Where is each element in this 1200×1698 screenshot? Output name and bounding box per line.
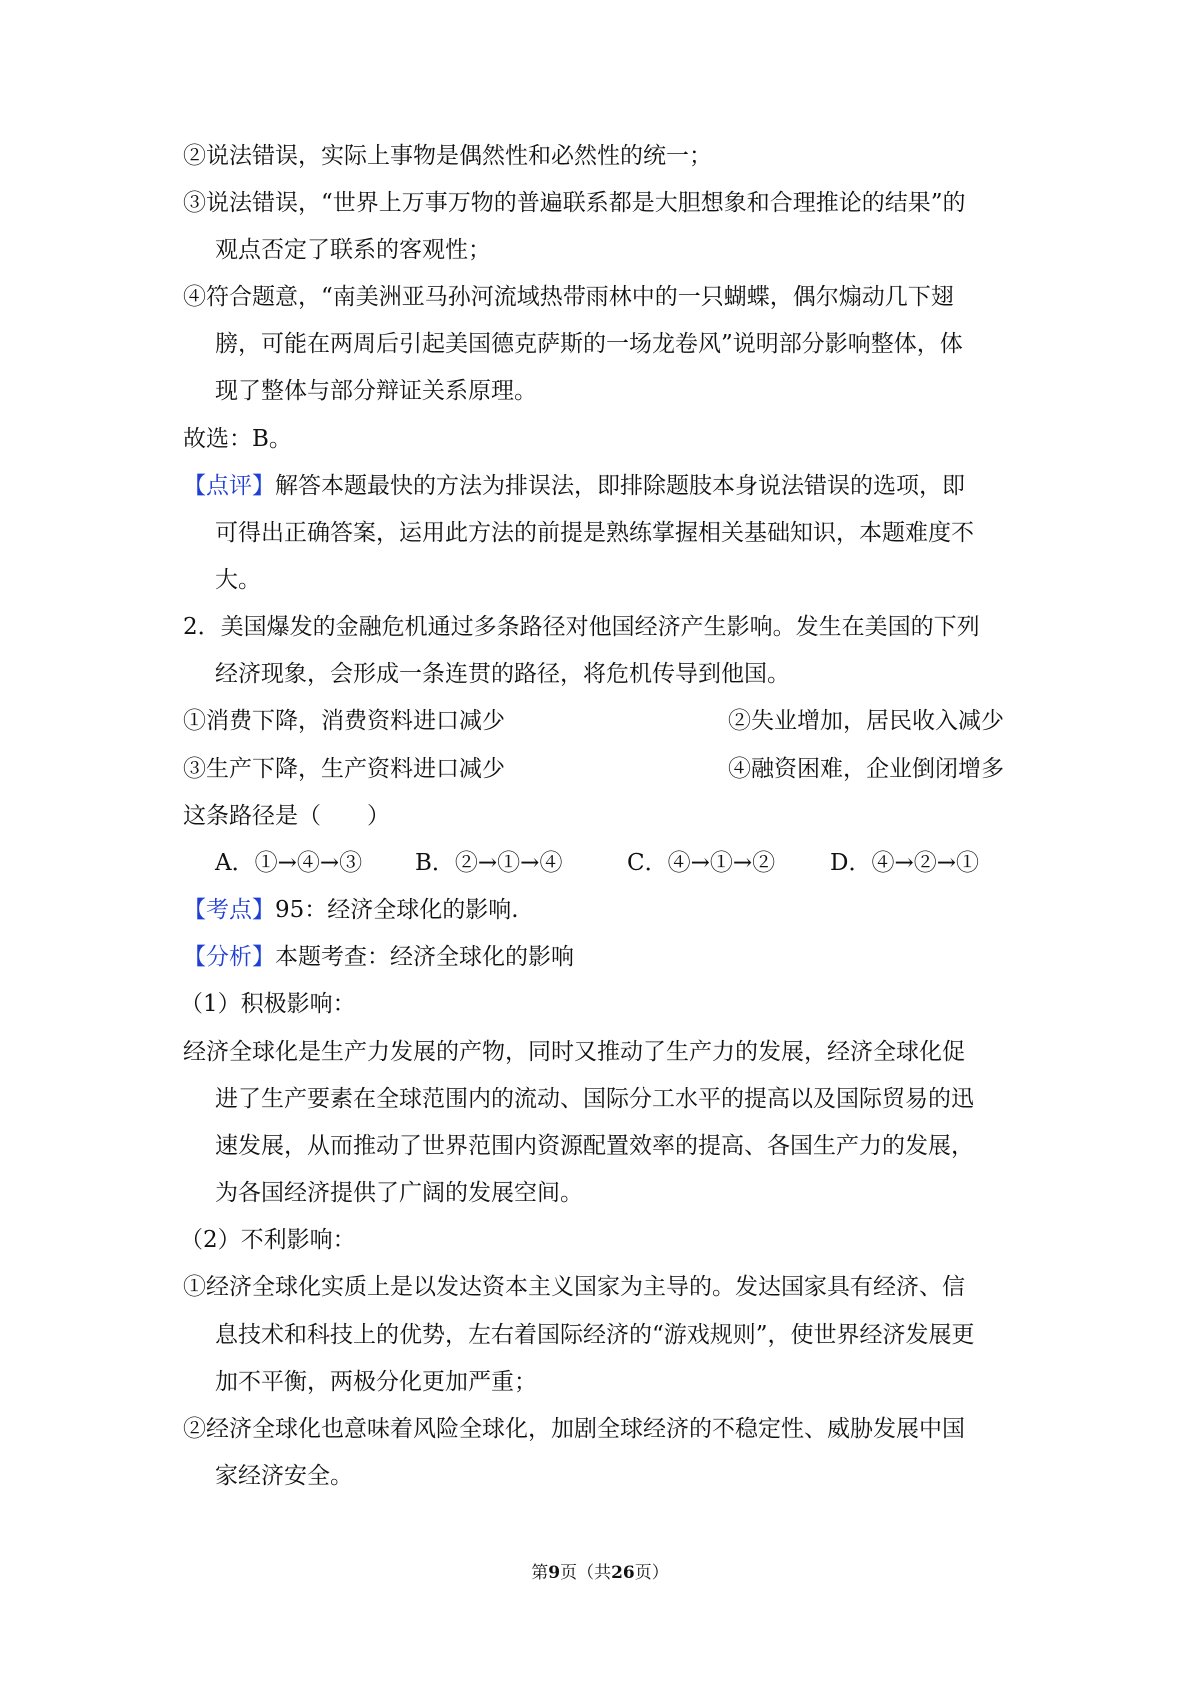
text-line: ④符合题意，“南美洲亚马孙河流域热带雨林中的一只蝴蝶，偶尔煽动几下翅 <box>183 284 954 310</box>
footer-page-number: 9 <box>548 1563 561 1583</box>
text-line: 观点否定了联系的客观性； <box>215 237 491 263</box>
option-a: A．①→④→③ <box>215 850 363 876</box>
question-stem: 2．美国爆发的金融危机通过多条路径对他国经济产生影响。发生在美国的下列 <box>183 614 980 640</box>
option-c: C．④→①→② <box>627 850 776 876</box>
analysis-line: 家经济安全。 <box>215 1463 353 1489</box>
footer-suffix: 页） <box>634 1563 669 1583</box>
question-item: ①消费下降，消费资料进口减少 <box>183 708 505 734</box>
question-item: ②失业增加，居民收入减少 <box>728 708 1004 734</box>
comment-tag: 【点评】 <box>183 473 275 499</box>
text-line: 现了整体与部分辩证关系原理。 <box>215 378 537 404</box>
analysis-line: 经济全球化是生产力发展的产物，同时又推动了生产力的发展，经济全球化促 <box>183 1039 965 1065</box>
fenxi-line <box>183 942 574 972</box>
analysis-line: ①经济全球化实质上是以发达资本主义国家为主导的。发达国家具有经济、信 <box>183 1274 965 1300</box>
page-footer <box>0 1561 1200 1585</box>
analysis-line: 为各国经济提供了广阔的发展空间。 <box>215 1180 583 1206</box>
fenxi-text: 本题考查：经济全球化的影响 <box>275 944 574 970</box>
option-d: D．④→②→① <box>830 850 979 876</box>
analysis-line: 速发展，从而推动了世界范围内资源配置效率的提高、各国生产力的发展， <box>215 1133 974 1159</box>
text-line: ②说法错误，实际上事物是偶然性和必然性的统一； <box>183 143 712 169</box>
footer-total-pages: 26 <box>611 1563 635 1583</box>
analysis-heading: （2）不利影响： <box>180 1227 356 1253</box>
answer-line: 故选：B。 <box>183 426 292 452</box>
footer-middle: 页（共 <box>560 1563 612 1583</box>
kaodian-line <box>183 895 519 925</box>
text-line: ③说法错误，“世界上万事万物的普遍联系都是大胆想象和合理推论的结果”的 <box>183 190 966 216</box>
option-b: B．②→①→④ <box>415 850 563 876</box>
comment-line: 可得出正确答案，运用此方法的前提是熟练掌握相关基础知识，本题难度不 <box>215 520 974 546</box>
analysis-line: 进了生产要素在全球范围内的流动、国际分工水平的提高以及国际贸易的迅 <box>215 1086 974 1112</box>
question-prompt: 这条路径是（ ） <box>183 803 390 829</box>
comment-text: 解答本题最快的方法为排误法，即排除题肢本身说法错误的选项，即 <box>275 473 965 499</box>
analysis-line: 息技术和科技上的优势，左右着国际经济的“游戏规则”，使世界经济发展更 <box>215 1322 975 1348</box>
analysis-line: 加不平衡，两极分化更加严重； <box>215 1369 537 1395</box>
question-item: ④融资困难，企业倒闭增多 <box>728 756 1004 782</box>
question-item: ③生产下降，生产资料进口减少 <box>183 756 505 782</box>
fenxi-tag: 【分析】 <box>183 944 275 970</box>
comment-line: 大。 <box>215 567 261 593</box>
comment-line <box>183 471 965 501</box>
footer-prefix: 第 <box>531 1563 549 1583</box>
kaodian-tag: 【考点】 <box>183 897 275 923</box>
text-line: 膀，可能在两周后引起美国德克萨斯的一场龙卷风”说明部分影响整体，体 <box>215 331 963 357</box>
analysis-heading: （1）积极影响： <box>180 991 356 1017</box>
question-stem: 经济现象，会形成一条连贯的路径，将危机传导到他国。 <box>215 661 790 687</box>
kaodian-text: 95：经济全球化的影响. <box>275 897 519 923</box>
analysis-line: ②经济全球化也意味着风险全球化，加剧全球经济的不稳定性、威胁发展中国 <box>183 1416 965 1442</box>
